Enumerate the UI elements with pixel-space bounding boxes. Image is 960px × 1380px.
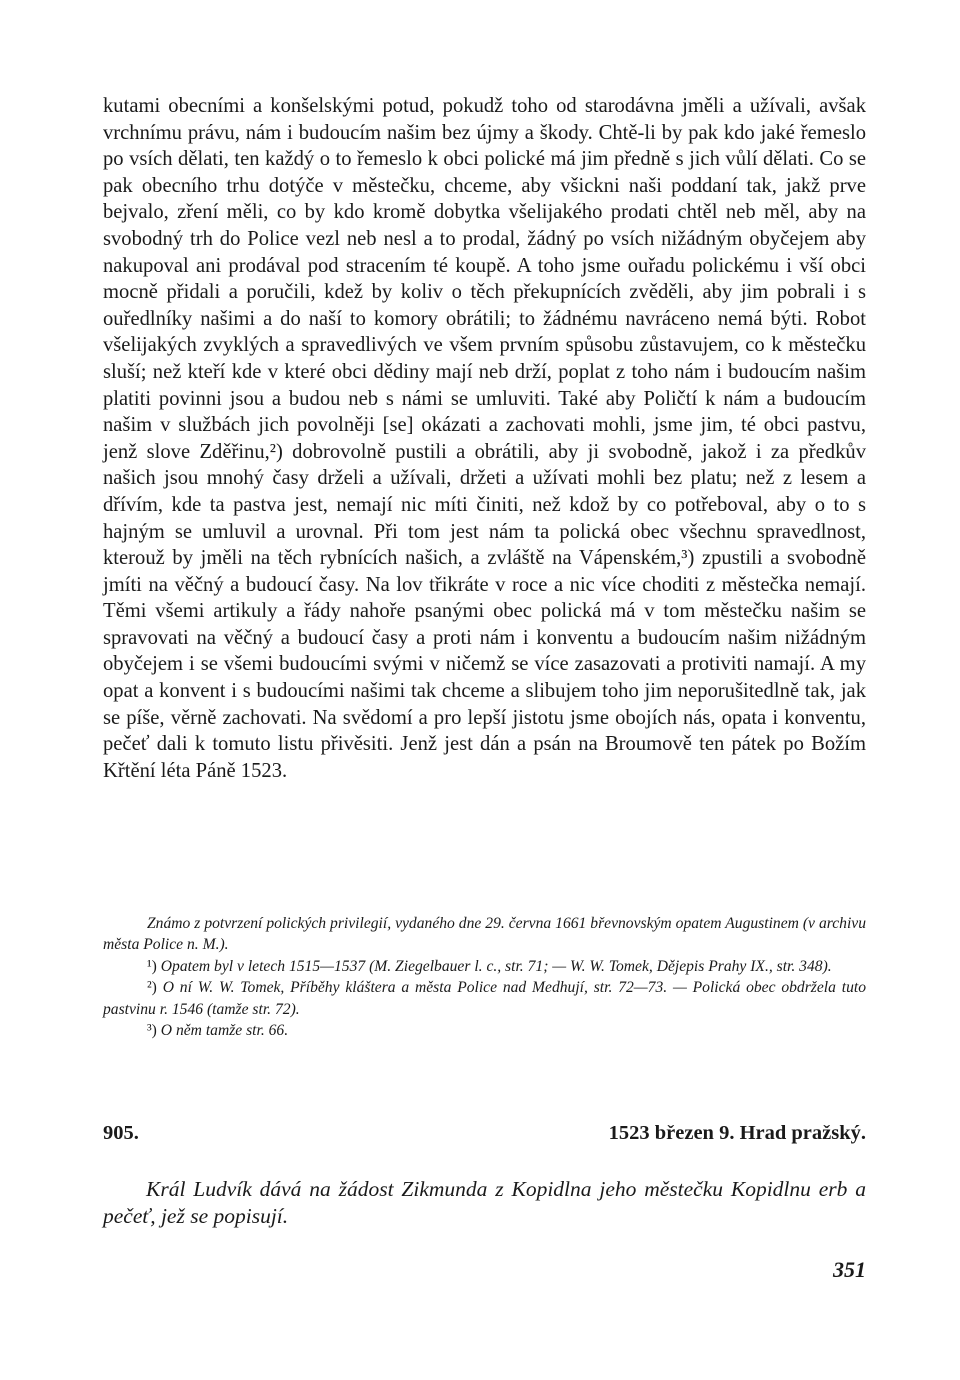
document-regest: Král Ludvík dává na žádost Zikmunda z Kopidlna jeho městečku Kopidlnu erb a pečeť, jež se popisují. bbox=[103, 1177, 866, 1228]
footnote-2 bbox=[103, 977, 866, 1020]
footnote-text: O něm tamže str. 66. bbox=[160, 1022, 289, 1040]
footnote-mark: ³) bbox=[147, 1022, 157, 1040]
footnote-3 bbox=[103, 1020, 866, 1041]
main-text: kutami obecními a konšelskými potud, pokudž toho od starodávna jměli a užívali, avšak vrchnímu právu, nám i budoucím našim bez újmy a škody. Chtě-li by pak kdo jaké řemeslo po vsích dělati, ten každý o to řemeslo k obci polické má jim předně s jich vůlí dělati. Co se pak obecního trhu dotýče v městečku, chceme, aby všickni naši poddaní tak, jakž prve bejvalo, zření měli, co by kdo kromě dobytka všelijakého prodati chtěl neb měl, aby na svobodný trh do Police vezl neb nesl a to prodal, žádný po vsích nižádným obyčejem aby nakupoval ani prodával pod stracením té koupě. A toho jsme ouřadu polickému i vší obci mocně přidali a poručili, kdež by koliv o těch překupnících zvěděli, aby jim pobrali i s ouředlníky našimi a do naší to komory obrátili; to žádnému navráceno nemá býti. Robot všelijakých zvyklých a spravedlivých ve všem prvním spůsobu zůstavujem, co k městečku sluší; než kteří kde v které obci dědiny mají neb drží, poplat z toho nám i budoucím našim platiti povinni jsou a budou neb s námi se umluviti. Také aby Poličtí k nám a budoucím našim v službách jich povolněji [se] okázati a zachovati mohli, jsme jim, té obci pastvu, jenž slove Zděřinu,²) dobrovolně pustili a obrátili, aby ji svobodně, jakož i za předkův našich jsou mnohý časy drželi a užívali, držeti a užívati mohli bez platu; než z lesem a dřívím, kde ta pastva jest, nemají nic míti činiti, než kdož by co potřeboval, aby o to s hajným se umluvil a urovnal. Při tom jest nám ta polická obec všechnu spravedlnost, kterouž by jměli na těch rybnících našich, a zvláště na Vápenském,³) zpustili a svobodně jmíti na věčný a budoucí časy. Na lov třikráte v roce a nic více choditi z městečka nemají. Těmi všemi artikuly a řády nahoře psanými obec polická má v tom městečku našim se spravovati na věčný a budoucí časy a proti nám i konventu a budoucím našim nižádným obyčejem i se všemi budoucími svými v ničemž se více zasazovati a protiviti namají. A my opat a konvent i s budoucími našimi tak chceme a slibujem toho jim neporušitedlně tak, jak se píše, věrně zachovati. Na svědomí a pro lepší jistotu jsme obojích nás, opata i konventu, pečeť dali k tomuto listu přivěsiti. Jenž jest dán a psán na Broumově ten pátek po Božím Křtění léta Páně 1523. bbox=[103, 95, 866, 782]
document-number: 905. bbox=[103, 1122, 139, 1144]
footnote-text: O ní W. W. Tomek, Příběhy kláštera a města Police nad Medhují, str. 72—73. — Polická obec obdržela tuto pastvinu r. 1546 (tamže str. 72). bbox=[103, 979, 866, 1018]
footnote-text: Opatem byl v letech 1515—1537 (M. Ziegelbauer l. c., str. 71; — W. W. Tomek, Dějepis Prahy IX., str. 348). bbox=[160, 957, 832, 975]
notes-section bbox=[103, 913, 866, 1041]
footnote-mark: ¹) bbox=[147, 957, 157, 975]
document-header bbox=[103, 1122, 866, 1145]
page-number: 351 bbox=[833, 1257, 866, 1282]
document-date-place: 1523 březen 9. Hrad pražský. bbox=[608, 1122, 866, 1144]
footnote-1 bbox=[103, 956, 866, 977]
source-note: Známo z potvrzení polických privilegií, vydaného dne 29. června 1661 břevnovským opatem Augustinem (v archivu města Police n. M.). bbox=[103, 915, 866, 954]
footnote-mark: ²) bbox=[147, 979, 157, 997]
